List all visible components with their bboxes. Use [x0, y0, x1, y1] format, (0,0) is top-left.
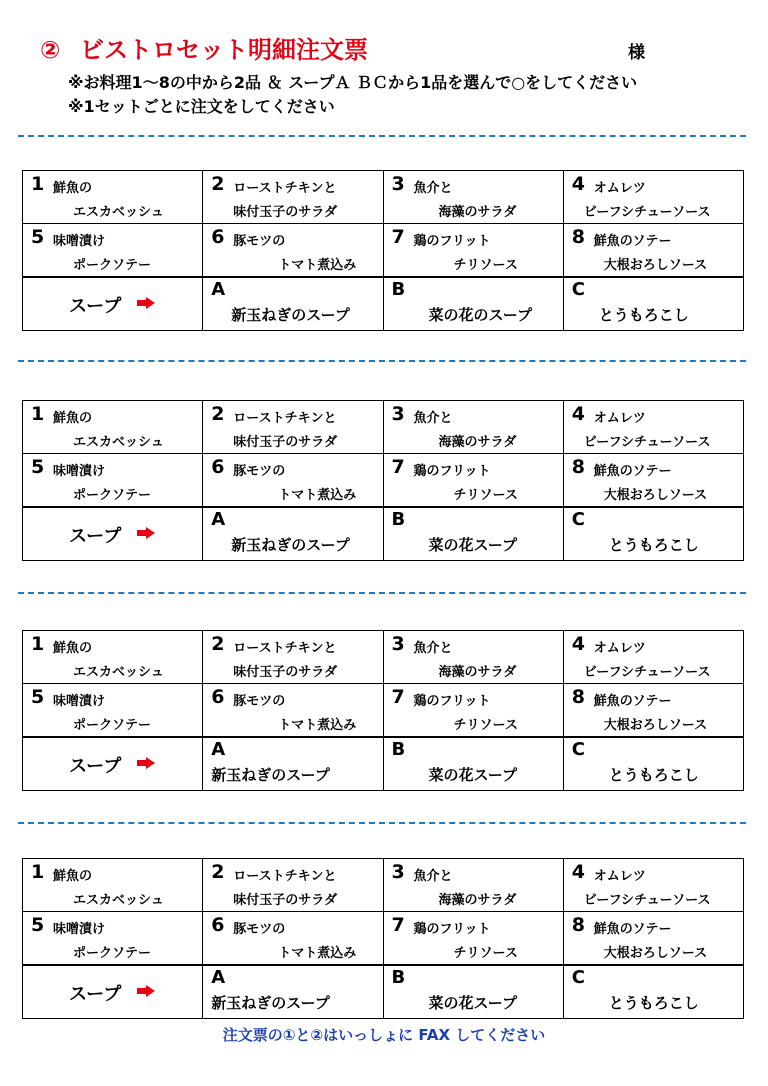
dish-number: 6 [211, 456, 225, 478]
section-divider [18, 360, 746, 362]
soup-option-name: 新玉ねぎのスープ [211, 766, 330, 784]
soup-option-name: とうもろこし [608, 766, 699, 784]
soup-option[interactable] [384, 508, 563, 560]
dish-option[interactable] [203, 631, 382, 683]
dish-option[interactable] [564, 631, 743, 683]
dish-name-line2: ビーフシチューソース [583, 435, 711, 450]
dish-option[interactable] [564, 171, 743, 223]
soup-option-name: 菜の花スープ [428, 766, 518, 784]
dish-name-line1: 豚モツの [233, 464, 286, 479]
soup-option-letter: C [571, 739, 585, 760]
dish-name-line2: 味付玉子のサラダ [233, 893, 338, 908]
soup-option-cell[interactable] [563, 277, 743, 331]
right-arrow-icon [137, 527, 155, 539]
dish-cell[interactable] [563, 684, 743, 738]
dish-number: 3 [391, 173, 405, 195]
soup-option-name: 新玉ねぎのスープ [211, 994, 330, 1012]
dish-name-line2: ポークソテー [73, 488, 152, 503]
dish-cell[interactable] [383, 224, 563, 278]
form-title: ビストロセット明細注文票 [80, 36, 368, 64]
dish-number: 3 [391, 861, 405, 883]
dish-name-line2: 海藻のサラダ [438, 893, 517, 908]
soup-option-cell[interactable] [203, 507, 383, 561]
dish-name-line2: 味付玉子のサラダ [233, 435, 338, 450]
dish-option[interactable] [23, 912, 202, 964]
dish-cell[interactable] [563, 631, 743, 684]
soup-row [23, 507, 744, 561]
soup-label-cell [23, 737, 203, 791]
dish-number: 5 [31, 456, 45, 478]
dish-name-line1: 鮮魚のソテー [593, 922, 672, 937]
dish-cell[interactable] [563, 171, 743, 224]
dish-name-line1: 鶏のフリット [413, 464, 491, 479]
dish-cell[interactable] [203, 224, 383, 278]
soup-row [23, 737, 744, 791]
soup-label: スープ [69, 526, 122, 547]
soup-option-cell[interactable] [383, 277, 563, 331]
soup-option-cell[interactable] [203, 965, 383, 1019]
dish-row [23, 859, 744, 912]
right-arrow-icon [137, 985, 155, 997]
dish-number: 1 [31, 403, 45, 425]
dish-option[interactable] [203, 401, 382, 453]
dish-cell[interactable] [563, 454, 743, 508]
dish-name-line2: ビーフシチューソース [583, 205, 711, 220]
dish-name-line1: オムレツ [593, 641, 646, 656]
soup-option-name: 菜の花のスープ [428, 306, 533, 324]
dish-cell[interactable] [23, 401, 203, 454]
dish-name-line2: 大根おろしソース [603, 488, 708, 503]
dish-name-line1: 鮮魚のソテー [593, 464, 672, 479]
soup-option-name: 新玉ねぎのスープ [231, 306, 350, 324]
dish-name-line1: 味噌漬け [53, 234, 106, 249]
soup-option-letter: A [211, 279, 226, 300]
soup-option-name: とうもろこし [598, 306, 689, 324]
soup-option-letter: B [391, 279, 406, 300]
dish-name-line2: ビーフシチューソース [583, 893, 711, 908]
dish-name-line2: 大根おろしソース [603, 258, 708, 273]
dish-option[interactable] [203, 171, 382, 223]
dish-cell[interactable] [203, 454, 383, 508]
soup-option[interactable] [384, 278, 563, 330]
dish-name-line1: 鮮魚の [53, 869, 93, 884]
dish-cell[interactable] [563, 912, 743, 966]
dish-name-line2: トマト煮込み [278, 718, 357, 733]
soup-option[interactable] [203, 738, 382, 790]
dish-name-line1: 鮮魚の [53, 641, 93, 656]
dish-cell[interactable] [203, 171, 383, 224]
section-divider [18, 135, 746, 137]
dish-option[interactable] [384, 224, 563, 276]
dish-name-line1: 鶏のフリット [413, 694, 491, 709]
dish-name-line2: トマト煮込み [278, 258, 357, 273]
dish-number: 3 [391, 403, 405, 425]
dish-name-line2: エスカベッシュ [73, 893, 164, 908]
dish-option[interactable] [23, 454, 202, 506]
right-arrow-icon [137, 757, 155, 769]
soup-option-cell[interactable] [383, 507, 563, 561]
soup-option[interactable] [564, 508, 743, 560]
dish-name-line1: 鮮魚の [53, 181, 93, 196]
soup-option-cell[interactable] [563, 507, 743, 561]
dish-option[interactable] [203, 859, 382, 911]
dish-name-line1: 魚介と [413, 869, 453, 884]
soup-option-cell[interactable] [383, 965, 563, 1019]
dish-name-line1: ローストチキンと [233, 869, 337, 884]
soup-label: スープ [69, 756, 122, 777]
dish-option[interactable] [384, 859, 563, 911]
dish-row [23, 401, 744, 454]
dish-number: 7 [391, 456, 405, 478]
right-arrow-icon [137, 297, 155, 309]
order-set-table [22, 630, 744, 791]
dish-option[interactable] [23, 171, 202, 223]
dish-number: 8 [571, 914, 585, 936]
soup-option-letter: A [211, 509, 226, 530]
dish-name-line1: 味噌漬け [53, 694, 106, 709]
dish-option[interactable] [384, 454, 563, 506]
dish-name-line1: 魚介と [413, 181, 453, 196]
dish-number: 2 [211, 173, 225, 195]
soup-option[interactable] [203, 508, 382, 560]
dish-row [23, 684, 744, 738]
soup-option[interactable] [564, 278, 743, 330]
dish-number: 3 [391, 633, 405, 655]
soup-option-letter: C [571, 967, 585, 988]
dish-option[interactable] [203, 684, 382, 736]
dish-number: 4 [571, 173, 585, 195]
dish-name-line1: 豚モツの [233, 234, 286, 249]
dish-name-line1: 味噌漬け [53, 464, 106, 479]
order-set-table [22, 400, 744, 561]
soup-option-cell[interactable] [203, 277, 383, 331]
soup-label: スープ [69, 296, 122, 317]
dish-cell[interactable] [563, 401, 743, 454]
customer-name-honorific: 様 [628, 43, 645, 63]
soup-option-name: 菜の花スープ [428, 536, 518, 554]
dish-cell[interactable] [23, 454, 203, 508]
dish-cell[interactable] [383, 631, 563, 684]
dish-cell[interactable] [383, 454, 563, 508]
dish-option[interactable] [23, 631, 202, 683]
soup-option-name: 菜の花スープ [428, 994, 518, 1012]
dish-name-line2: エスカベッシュ [73, 435, 164, 450]
dish-row [23, 912, 744, 966]
dish-row [23, 171, 744, 224]
dish-name-line1: 豚モツの [233, 694, 286, 709]
dish-name-line2: 味付玉子のサラダ [233, 665, 338, 680]
dish-name-line2: 大根おろしソース [603, 946, 708, 961]
dish-name-line2: チリソース [453, 718, 518, 733]
dish-name-line2: エスカベッシュ [73, 665, 164, 680]
dish-number: 1 [31, 633, 45, 655]
dish-number: 5 [31, 226, 45, 248]
dish-cell[interactable] [23, 224, 203, 278]
soup-option[interactable] [203, 966, 382, 1018]
soup-option-letter: C [571, 279, 585, 300]
dish-option[interactable] [384, 401, 563, 453]
soup-option[interactable] [564, 966, 743, 1018]
dish-number: 4 [571, 403, 585, 425]
dish-name-line2: 大根おろしソース [603, 718, 708, 733]
dish-name-line1: 魚介と [413, 641, 453, 656]
dish-number: 6 [211, 226, 225, 248]
dish-option[interactable] [564, 454, 743, 506]
dish-cell[interactable] [203, 631, 383, 684]
dish-name-line2: ビーフシチューソース [583, 665, 711, 680]
dish-name-line2: チリソース [453, 488, 518, 503]
dish-cell[interactable] [383, 859, 563, 912]
dish-name-line2: 海藻のサラダ [438, 665, 517, 680]
dish-option[interactable] [23, 401, 202, 453]
dish-number: 1 [31, 861, 45, 883]
form-number: ② [40, 36, 61, 64]
dish-name-line1: ローストチキンと [233, 641, 337, 656]
order-set-table [22, 858, 744, 1019]
soup-option[interactable] [564, 738, 743, 790]
dish-cell[interactable] [23, 171, 203, 224]
dish-cell[interactable] [23, 859, 203, 912]
dish-option[interactable] [564, 224, 743, 276]
dish-name-line1: 豚モツの [233, 922, 286, 937]
dish-number: 6 [211, 686, 225, 708]
dish-name-line1: 鶏のフリット [413, 234, 491, 249]
dish-number: 8 [571, 686, 585, 708]
dish-cell[interactable] [563, 224, 743, 278]
dish-number: 8 [571, 456, 585, 478]
dish-cell[interactable] [383, 171, 563, 224]
dish-cell[interactable] [383, 684, 563, 738]
dish-name-line1: 鮮魚のソテー [593, 694, 672, 709]
dish-number: 4 [571, 861, 585, 883]
soup-label-box [23, 966, 202, 1018]
dish-number: 5 [31, 914, 45, 936]
dish-option[interactable] [384, 171, 563, 223]
dish-cell[interactable] [203, 684, 383, 738]
dish-option[interactable] [384, 631, 563, 683]
soup-label: スープ [69, 984, 122, 1005]
dish-option[interactable] [203, 224, 382, 276]
soup-option[interactable] [384, 738, 563, 790]
soup-option-letter: B [391, 739, 406, 760]
dish-name-line1: オムレツ [593, 411, 646, 426]
dish-option[interactable] [23, 859, 202, 911]
dish-name-line2: 海藻のサラダ [438, 435, 517, 450]
dish-row [23, 454, 744, 508]
soup-option-name: とうもろこし [608, 536, 699, 554]
dish-cell[interactable] [203, 859, 383, 912]
soup-label-cell [23, 507, 203, 561]
soup-option-cell[interactable] [563, 965, 743, 1019]
dish-cell[interactable] [23, 631, 203, 684]
dish-name-line1: 味噌漬け [53, 922, 106, 937]
dish-number: 1 [31, 173, 45, 195]
dish-name-line2: チリソース [453, 258, 518, 273]
dish-cell[interactable] [203, 912, 383, 966]
dish-number: 6 [211, 914, 225, 936]
soup-option-name: とうもろこし [608, 994, 699, 1012]
soup-row [23, 965, 744, 1019]
dish-option[interactable] [564, 684, 743, 736]
dish-name-line2: チリソース [453, 946, 518, 961]
soup-row [23, 277, 744, 331]
dish-number: 7 [391, 914, 405, 936]
dish-row [23, 224, 744, 278]
soup-option-letter: A [211, 967, 226, 988]
dish-name-line1: 鮮魚のソテー [593, 234, 672, 249]
soup-label-cell [23, 277, 203, 331]
dish-name-line2: ポークソテー [73, 258, 152, 273]
section-divider [18, 592, 746, 594]
soup-label-box [23, 738, 202, 790]
dish-name-line1: 鮮魚の [53, 411, 93, 426]
dish-name-line2: エスカベッシュ [73, 205, 164, 220]
dish-number: 5 [31, 686, 45, 708]
dish-option[interactable] [203, 912, 382, 964]
dish-number: 4 [571, 633, 585, 655]
dish-number: 2 [211, 861, 225, 883]
soup-option[interactable] [384, 966, 563, 1018]
soup-option-name: 新玉ねぎのスープ [231, 536, 350, 554]
dish-name-line2: トマト煮込み [278, 488, 357, 503]
dish-option[interactable] [203, 454, 382, 506]
dish-name-line1: 魚介と [413, 411, 453, 426]
soup-option-cell[interactable] [563, 737, 743, 791]
soup-label-cell [23, 965, 203, 1019]
dish-name-line2: ポークソテー [73, 946, 152, 961]
dish-option[interactable] [564, 401, 743, 453]
dish-name-line1: オムレツ [593, 869, 646, 884]
instruction-2: ※1セットごとに注文をしてください [68, 97, 335, 116]
dish-name-line1: ローストチキンと [233, 181, 337, 196]
dish-name-line2: 味付玉子のサラダ [233, 205, 338, 220]
dish-option[interactable] [23, 224, 202, 276]
dish-cell[interactable] [383, 401, 563, 454]
dish-option[interactable] [23, 684, 202, 736]
soup-option-cell[interactable] [383, 737, 563, 791]
dish-name-line2: ポークソテー [73, 718, 152, 733]
soup-option[interactable] [203, 278, 382, 330]
soup-label-box [23, 508, 202, 560]
dish-option[interactable] [384, 684, 563, 736]
dish-option[interactable] [384, 912, 563, 964]
dish-number: 8 [571, 226, 585, 248]
fax-instruction: 注文票の①と②はいっしょに FAX してください [222, 1026, 546, 1044]
soup-option-letter: C [571, 509, 585, 530]
order-title [40, 30, 368, 65]
dish-number: 2 [211, 633, 225, 655]
soup-option-letter: B [391, 509, 406, 530]
dish-cell[interactable] [23, 912, 203, 966]
soup-option-letter: A [211, 739, 226, 760]
dish-option[interactable] [564, 859, 743, 911]
soup-label-box [23, 278, 202, 330]
dish-number: 7 [391, 226, 405, 248]
dish-name-line1: オムレツ [593, 181, 646, 196]
dish-cell[interactable] [203, 401, 383, 454]
section-divider [18, 822, 746, 824]
dish-name-line2: 海藻のサラダ [438, 205, 517, 220]
dish-name-line2: トマト煮込み [278, 946, 357, 961]
dish-cell[interactable] [23, 684, 203, 738]
dish-row [23, 631, 744, 684]
dish-number: 7 [391, 686, 405, 708]
soup-option-cell[interactable] [203, 737, 383, 791]
dish-cell[interactable] [383, 912, 563, 966]
soup-option-letter: B [391, 967, 406, 988]
order-set-table [22, 170, 744, 331]
dish-number: 2 [211, 403, 225, 425]
dish-cell[interactable] [563, 859, 743, 912]
dish-option[interactable] [564, 912, 743, 964]
instruction-1: ※お料理1～8の中から2品 ＆ スープＡ ＢＣから1品を選んで○をしてください [68, 73, 638, 92]
dish-name-line1: ローストチキンと [233, 411, 337, 426]
dish-name-line1: 鶏のフリット [413, 922, 491, 937]
